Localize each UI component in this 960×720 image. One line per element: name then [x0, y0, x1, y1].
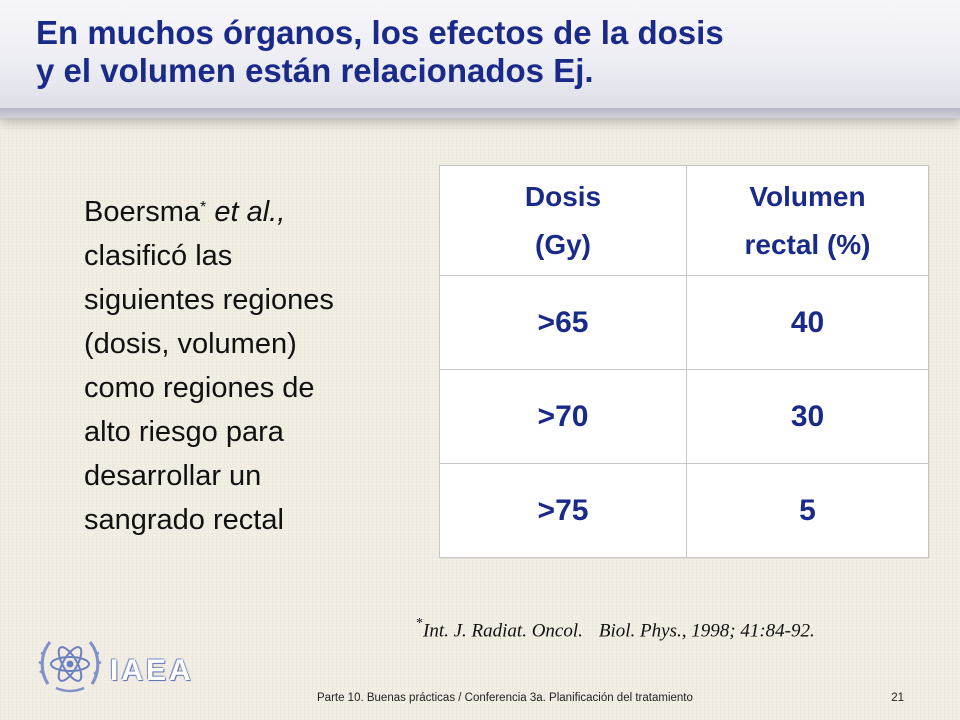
table-row [440, 370, 929, 464]
cell-volume: 30 [687, 370, 929, 464]
header-volume-line-2: rectal (%) [744, 228, 871, 260]
slide-title-line-1: En muchos órganos, los efectos de la dosis [36, 14, 724, 51]
body-line-1 [84, 190, 404, 234]
body-line-2: clasificó las [84, 240, 233, 272]
footnote-journal: Int. J. Radiat. Oncol. [423, 620, 583, 642]
header-volume [687, 166, 929, 276]
cell-volume: 5 [687, 464, 929, 558]
body-line-6: alto riesgo para [84, 416, 284, 448]
slide-title [36, 14, 936, 90]
body-paragraph [84, 190, 404, 542]
title-shadow [0, 108, 960, 122]
cell-dose: >70 [440, 370, 687, 464]
body-line-3: siguientes regiones [84, 284, 334, 316]
page-number: 21 [891, 692, 904, 704]
slide-title-line-2: y el volumen están relacionados Ej. [36, 52, 594, 89]
table-row [440, 464, 929, 558]
author-name: Boersma [84, 196, 201, 228]
footer-caption: Parte 10. Buenas prácticas / Conferencia 3a. Planificación del tratamiento [317, 692, 693, 704]
body-line-4: (dosis, volumen) [84, 328, 297, 360]
table-header-row [440, 166, 929, 276]
footnote-mark: * [416, 616, 423, 631]
dose-volume-table [439, 165, 929, 558]
body-line-7: desarrollar un [84, 460, 262, 492]
iaea-logo-text: IAEA [110, 654, 194, 687]
citation-footnote [416, 618, 815, 642]
cell-volume: 40 [687, 276, 929, 370]
table-row [440, 276, 929, 370]
header-dose-line-1: Dosis [524, 180, 602, 212]
body-line-5: como regiones de [84, 372, 315, 404]
iaea-emblem-icon [38, 634, 102, 696]
body-line-8: sangrado rectal [84, 504, 284, 536]
cell-dose: >65 [440, 276, 687, 370]
et-al: et al., [214, 196, 286, 228]
header-dose [440, 166, 687, 276]
footnote-details: Biol. Phys., 1998; 41:84-92. [598, 620, 815, 642]
header-dose-line-2: (Gy) [535, 228, 591, 260]
header-volume-line-1: Volumen [749, 180, 866, 212]
author-footnote-mark: * [200, 199, 207, 216]
cell-dose: >75 [440, 464, 687, 558]
